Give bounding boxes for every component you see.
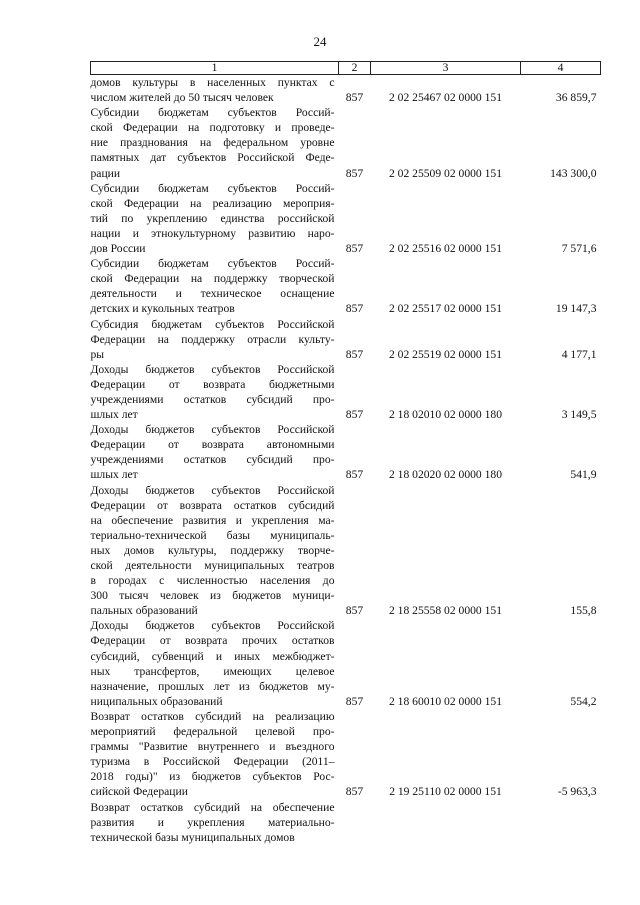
row-admin-code [339,800,371,845]
description-line: ской деятельности муниципальных театров [90,559,335,572]
description-line: ской Федерации на реализацию мероприя- [90,196,335,210]
row-admin-code: 857 [345,242,364,256]
row-budget-code [371,800,521,845]
row-admin-code: 857 [345,347,364,361]
description-line: технической базы муниципальных домов [90,830,295,844]
row-budget-code: 2 02 25516 02 0000 151 [388,242,503,256]
row-description [91,181,339,256]
description-line: Федерации от возврата прочих остатков [90,634,335,648]
table-row [91,618,601,709]
row-amount: 19 147,3 [555,302,597,316]
row-budget-code: 2 02 25509 02 0000 151 [388,166,503,180]
description-line: дов России [90,242,146,256]
row-budget-code: 2 19 25110 02 0000 151 [389,785,502,799]
row-admin-code: 857 [345,91,364,105]
row-amount: 143 300,0 [550,166,597,180]
row-description [91,362,339,422]
row-admin-code: 857 [345,694,364,708]
description-line: ры [90,347,105,361]
description-line: нации и этнокультурному развитию наро- [90,226,335,240]
description-line: Субсидии бюджетам субъектов Россий- [90,257,335,271]
description-line: числом жителей до 50 тысяч человек [90,91,274,105]
row-amount: -5 963,3 [557,785,597,799]
row-amount [521,800,601,845]
description-line: на обеспечение развития и укрепления ма- [90,513,335,527]
description-line: детских и кукольных театров [90,302,235,316]
description-line: домов культуры в населенных пунктах с [90,76,335,89]
description-line: Доходы бюджетов субъектов Российской [90,362,335,376]
row-budget-code: 2 02 25517 02 0000 151 [388,302,503,316]
description-line: в городах с численностью населения до [90,574,335,588]
page-number: 24 [313,34,327,49]
description-line: сийской Федерации [90,785,188,799]
row-description [91,317,339,362]
table-row [91,422,601,482]
description-line: Федерации на поддержку отрасли культу- [90,332,335,346]
description-line: Федерации от возврата автономными [90,438,335,452]
row-admin-code: 857 [345,166,364,180]
description-line: ской Федерации на подготовку и проведе- [90,121,335,135]
row-description [91,75,339,106]
table-row [91,105,601,180]
description-line: пальных образований [90,604,198,618]
description-line: 300 тысяч человек из бюджетов муници- [90,589,335,603]
row-description [91,618,339,709]
description-line: Возврат остатков субсидий на реализацию [90,709,335,723]
description-line: Возврат остатков субсидий на обеспечение [90,800,335,814]
table-row [91,800,601,845]
description-line: ных трансфертов, имеющих целевое [90,664,335,678]
row-amount: 36 859,7 [555,91,597,105]
row-description [91,422,339,482]
budget-revenue-table [90,61,601,845]
description-line: туризма в Российской Федерации (2011– [90,755,335,769]
description-line: Федерации от возврата остатков субсидий [90,498,335,512]
description-line: Доходы бюджетов субъектов Российской [90,483,335,497]
column-header-admin-code: 2 [339,62,371,75]
table-header-row [91,62,601,75]
description-line: граммы "Развитие внутреннего и въездного [90,740,335,754]
description-line: субсидий, субвенций и иных межбюджет- [90,649,335,663]
table-row [91,75,601,106]
description-line: Субсидии бюджетам субъектов Россий- [90,181,335,195]
description-line: ных домов культуры, поддержку творче- [90,543,335,557]
row-amount: 554,2 [570,694,597,708]
description-line: Субсидии бюджетам субъектов Россий- [90,106,335,120]
column-header-description: 1 [91,62,339,75]
row-budget-code: 2 18 02020 02 0000 180 [388,468,503,482]
description-line: развития и укрепления материально- [90,815,335,829]
description-line: деятельности и техническое оснащение [90,287,335,301]
row-description [91,800,339,845]
row-amount: 3 149,5 [561,408,597,422]
description-line: Доходы бюджетов субъектов Российской [90,619,335,633]
description-line: шлых лет [90,468,138,482]
table-body [91,75,601,845]
description-line: ние празднования на федеральном уровне [90,136,335,150]
column-header-budget-code: 3 [371,62,521,75]
description-line: учреждениями остатков субсидий про- [90,453,335,467]
description-line: тий по укреплению единства российской [90,211,335,225]
row-amount: 541,9 [570,468,597,482]
row-budget-code: 2 02 25467 02 0000 151 [388,91,503,105]
row-description [91,105,339,180]
row-budget-code: 2 02 25519 02 0000 151 [388,347,503,361]
row-admin-code: 857 [345,408,364,422]
row-amount: 155,8 [570,604,597,618]
row-admin-code: 857 [345,468,364,482]
row-budget-code: 2 18 25558 02 0000 151 [388,604,503,618]
description-line: ской Федерации на поддержку творческой [90,272,335,286]
table-row [91,362,601,422]
row-description [91,483,339,619]
description-line: учреждениями остатков субсидий про- [90,392,335,406]
description-line: Федерации от возврата бюджетными [90,377,335,391]
row-admin-code: 857 [345,785,364,799]
column-header-amount: 4 [521,62,601,75]
row-amount: 4 177,1 [561,347,597,361]
row-description [91,709,339,800]
description-line: мероприятий федеральной целевой про- [90,725,335,739]
description-line: 2018 годы)" из бюджетов субъектов Рос- [90,770,335,784]
table-row [91,483,601,619]
table-row [91,256,601,316]
table-row [91,709,601,800]
description-line: ниципальных образований [90,694,223,708]
description-line: териально-технической базы муниципаль- [90,528,335,542]
description-line: шлых лет [90,408,138,422]
description-line: Субсидия бюджетам субъектов Российской [90,317,335,331]
table-row [91,181,601,256]
row-admin-code: 857 [345,604,364,618]
row-amount: 7 571,6 [561,242,597,256]
description-line: назначение, прошлых лет из бюджетов му- [90,679,335,693]
row-admin-code: 857 [345,302,364,316]
row-budget-code: 2 18 02010 02 0000 180 [388,408,503,422]
description-line: памятных дат субъектов Российской Феде- [90,151,335,165]
row-description [91,256,339,316]
row-budget-code: 2 18 60010 02 0000 151 [388,694,503,708]
table-row [91,317,601,362]
description-line: рации [90,166,121,180]
description-line: Доходы бюджетов субъектов Российской [90,423,335,437]
